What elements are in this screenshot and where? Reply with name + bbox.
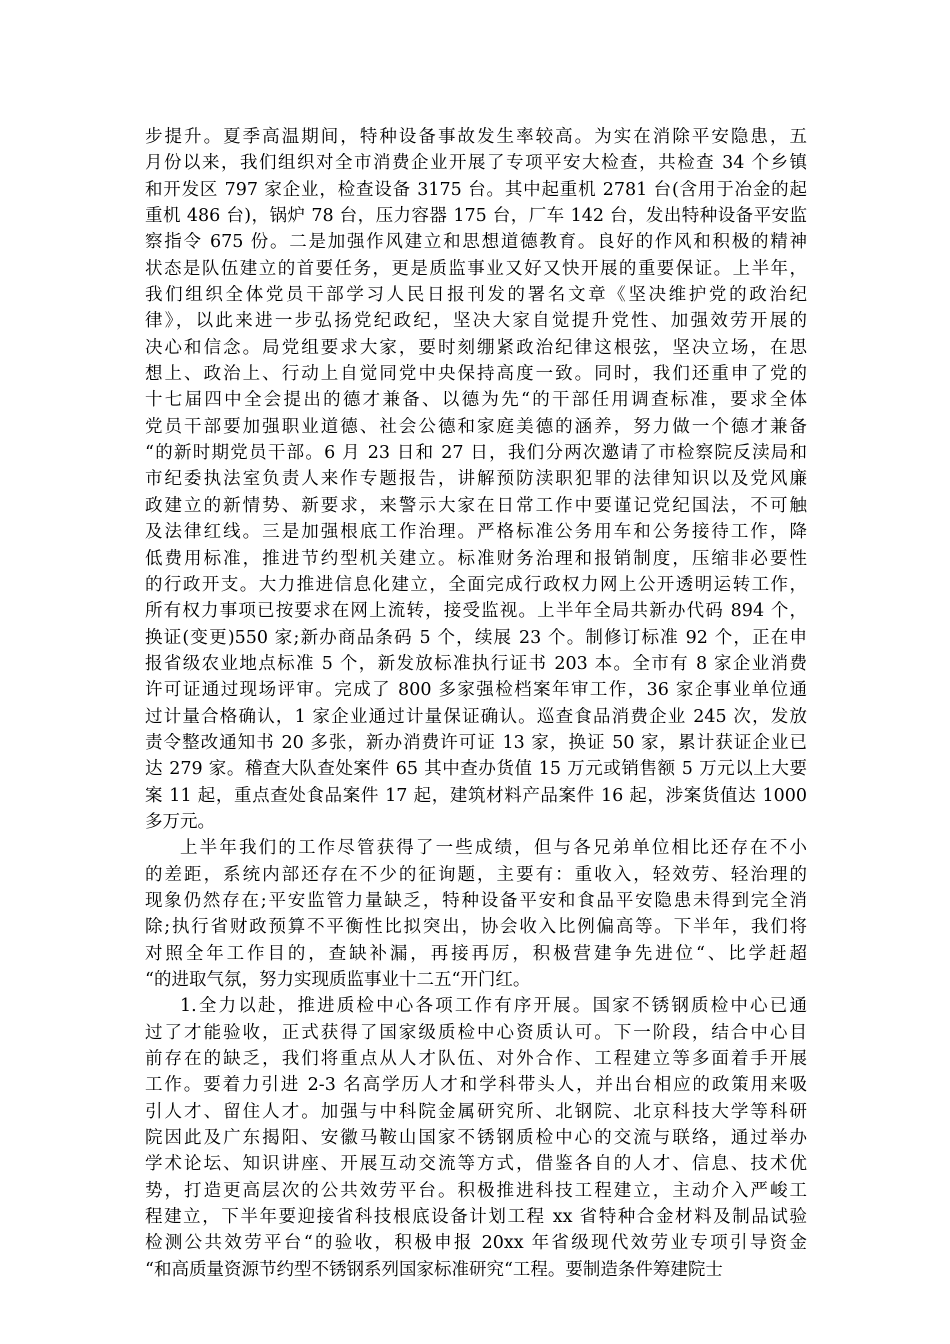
document-page	[145, 124, 807, 1283]
paragraph	[145, 124, 807, 835]
text-line: 引人才、留住人才。加强与中科院金属研究所、北钢院、北京科技大学等科研	[145, 1101, 807, 1122]
text-line: 对照全年工作目的，查缺补漏，再接再厉，积极营建争先进位“、比学赶超	[145, 943, 807, 964]
text-line: 势，打造更高层次的公共效劳平台。积极推进科技工程建立，主动介入严峻工	[145, 1180, 807, 1201]
text-line: 学术论坛、知识讲座、开展互动交流等方式，借鉴各自的人才、信息、技术优	[145, 1154, 807, 1175]
text-line: 过计量合格确认，1 家企业通过计量保证确认。巡查食品消费企业 245 次，发放	[145, 706, 807, 727]
text-line: 报省级农业地点标准 5 个，新发放标准执行证书 203 本。全市有 8 家企业消费	[145, 653, 807, 674]
text-line: 想上、政治上、行动上自觉同党中央保持高度一致。同时，我们还重申了党的	[145, 364, 807, 385]
text-line: 低费用标准，推进节约型机关建立。标准财务治理和报销制度，压缩非必要性	[145, 548, 807, 569]
text-line: 及法律红线。三是加强根底工作治理。严格标准公务用车和公务接待工作，降	[145, 522, 807, 543]
text-line: 许可证通过现场评审。完成了 800 多家强检档案年审工作，36 家企事业单位通	[145, 680, 807, 701]
text-line: 党员干部要加强职业道德、社会公德和家庭美德的涵养，努力做一个德才兼备	[145, 416, 807, 437]
text-line: 责令整改通知书 20 多张，新办消费许可证 13 家，换证 50 家，累计获证企业已	[145, 732, 807, 753]
text-line: 我们组织全体党员干部学习人民日报刊发的署名文章《坚决维护党的政治纪	[145, 285, 807, 306]
text-line: 现象仍然存在;平安监管力量缺乏，特种设备平安和食品平安隐患未得到完全消	[145, 890, 807, 911]
text-line: 前存在的缺乏，我们将重点从人才队伍、对外合作、工程建立等多面着手开展	[145, 1049, 807, 1070]
text-line: 律》，以此来进一步弘扬党纪政纪，坚决大家自觉提升党性、加强效劳开展的	[145, 311, 807, 332]
text-line: 市纪委执法室负责人来作专题报告，讲解预防渎职犯罪的法律知识以及党风廉	[145, 469, 807, 490]
text-line: 察指令 675 份。二是加强作风建立和思想道德教育。良好的作风和积极的精神	[145, 232, 807, 253]
paragraph	[145, 835, 807, 993]
text-line: “的进取气氛，努力实现质监事业十二五“开门红。	[145, 970, 531, 990]
text-line: 案 11 起，重点查处食品案件 17 起，建筑材料产品案件 16 起，涉案货值达 1000	[145, 785, 807, 806]
text-line: “和高质量资源节约型不锈钢系列国家标准研究“工程。要制造条件筹建院士	[145, 1259, 723, 1280]
text-line: “的新时期党员干部。6 月 23 日和 27 日，我们分两次邀请了市检察院反渎局和	[145, 443, 807, 464]
text-line: 过了才能验收，正式获得了国家级质检中心资质认可。下一阶段，结合中心目	[145, 1022, 807, 1043]
text-line: 状态是队伍建立的首要任务，更是质监事业又好又快开展的重要保证。上半年，	[145, 258, 807, 279]
text-line: 所有权力事项已按要求在网上流转，接受监视。上半年全局共新办代码 894 个，	[145, 601, 807, 622]
text-line: 院因此及广东揭阳、安徽马鞍山国家不锈钢质检中心的交流与联络，通过举办	[145, 1128, 807, 1149]
text-line: 除;执行省财政预算不平衡性比拟突出，协会收入比例偏高等。下半年，我们将	[145, 917, 807, 938]
text-line: 步提升。夏季高温期间，特种设备事故发生率较高。为实在消除平安隐患，五	[145, 127, 807, 147]
text-line: 月份以来，我们组织对全市消费企业开展了专项平安大检查，共检查 34 个乡镇	[145, 153, 807, 174]
text-line: 多万元。	[145, 811, 215, 832]
text-line: 达 279 家。稽查大队查处案件 65 其中查办货值 15 万元或销售额 5 万元以上大要	[145, 759, 807, 780]
text-line: 和开发区 797 家企业，检查设备 3175 台。其中起重机 2781 台(含用于冶金的起	[145, 179, 807, 200]
text-line: 1.全力以赴，推进质检中心各项工作有序开展。国家不锈钢质检中心已通	[180, 996, 807, 1017]
paragraph	[145, 993, 807, 1283]
text-line: 换证(变更)550 家;新办商品条码 5 个，续展 23 个。制修订标准 92 个，正在申	[145, 627, 807, 648]
text-line: 的行政开支。大力推进信息化建立，全面完成行政权力网上公开透明运转工作，	[145, 574, 807, 595]
text-line: 工作。要着力引进 2-3 名高学历人才和学科带头人，并出台相应的政策用来吸	[145, 1075, 807, 1096]
text-line: 决心和信念。局党组要求大家，要时刻绷紧政治纪律这根弦，坚决立场，在思	[145, 337, 807, 358]
text-line: 重机 486 台)，锅炉 78 台，压力容器 175 台，厂车 142 台，发出特种设备平安监	[145, 206, 807, 227]
text-line: 程建立，下半年要迎接省科技根底设备计划工程 xx 省特种合金材料及制品试验	[145, 1207, 807, 1228]
text-line: 十七届四中全会提出的德才兼备、以德为先“的干部任用调查标准，要求全体	[145, 390, 807, 411]
text-line: 上半年我们的工作尽管获得了一些成绩，但与各兄弟单位相比还存在不小	[180, 838, 807, 859]
text-line: 的差距，系统内部还存在不少的征询题，主要有：重收入，轻效劳、轻治理的	[145, 864, 807, 885]
text-line: 检测公共效劳平台“的验收，积极申报 20xx 年省级现代效劳业专项引导资金	[145, 1233, 807, 1254]
text-line: 政建立的新情势、新要求，来警示大家在日常工作中要谨记党纪国法，不可触	[145, 495, 807, 516]
